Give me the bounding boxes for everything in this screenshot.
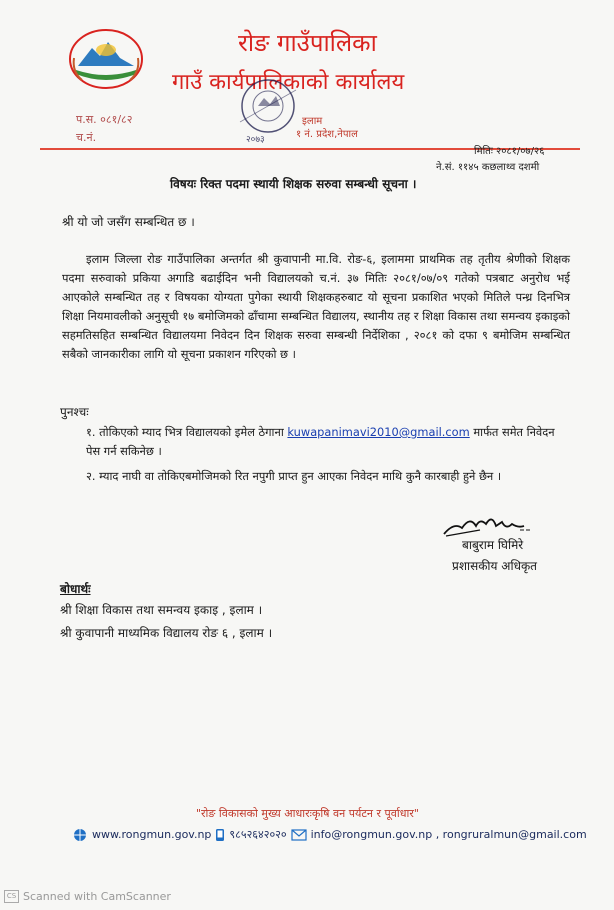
postscript-heading: पुनश्चः: [60, 405, 89, 419]
item-text: तोकिएको म्याद भित्र विद्यालयको इमेल ठेगाना: [99, 425, 284, 439]
letter-date: मितिः २०८१/०७/२६: [474, 146, 545, 157]
address-line-1: इलाम: [302, 116, 323, 127]
svg-text:२०७३: २०७३: [246, 135, 265, 145]
school-email-link[interactable]: kuwapanimavi2010@gmail.com: [287, 425, 470, 439]
scanner-text: Scanned with CamScanner: [23, 890, 171, 903]
signatory-title: प्रशासकीय अधिकृत: [452, 559, 538, 573]
phone-number: ९८५२६४२०२०: [229, 828, 287, 841]
cc-recipient-2: श्री कुवापानी माध्यमिक विद्यालय रोङ ६ , इलाम ।: [60, 626, 273, 640]
body-paragraph: इलाम जिल्ला रोङ गाउँपालिका अन्तर्गत श्री कुवापानी मा.वि. रोङ-६, इलाममा प्राथमिक तह तृतीय श्रेणीको शिक्षक पदमा सरुवाको प्रकिया अगाडि बढाईदिन भनी विद्यालयको च.नं. ३७ मितिः २०८१/०७/०९ गतेको पत्रबाट अनुरोध भई आएकोले सम्बन्धित तह र विषयका योग्यता पुगेका स्थायी शिक्षकहरुबाट यो सूचना प्रकाशित भएको मितिले पन्ध्र दिनभित्र शिक्षा नियमावलीको अनुसूची १७ बमोजिमको ढाँचामा सम्बन्धित विद्यालय, स्थानीय तह र शिक्षा विकास तथा समन्वय इकाइको सहमतिसहित सम्बन्धित विद्यालयमा निवेदन दिन शिक्षक सरुवा सम्बन्धी निर्देशिका , २०८१ को दफा ९ बमोजिम सम्बन्धित सबैको जानकारीका लागि यो सूचना प्रकाशन गरिएको छ ।: [62, 252, 570, 361]
address-line-2: १ नं. प्रदेश,नेपाल: [296, 129, 358, 140]
footer-slogan: "रोङ विकासको मुख्य आधारःकृषि वन पर्यटन र पूर्वाधार": [196, 807, 419, 820]
reference-number: प.स. ०८१/८२: [76, 113, 133, 126]
signatory-name: बाबुराम घिमिरे: [462, 538, 524, 552]
office-subtitle: गाउँ कार्यपालिकाको कार्यालय: [172, 70, 405, 95]
letter-body: [62, 250, 570, 364]
website-link[interactable]: www.rongmun.gov.np: [92, 828, 212, 841]
cc-heading: बोधार्थः: [60, 582, 91, 596]
item-text: म्याद नाघी वा तोकिएबमोजिमको रित नपुगी प्राप्त हुन आएका निवेदन माथि कुनै कारबाही हुने छैन ।: [99, 469, 502, 483]
nepal-sambat-date: ने.सं. ११४५ कछलाथ्व दशमी: [436, 162, 540, 173]
scanner-watermark: [4, 890, 171, 903]
globe-icon: [72, 828, 88, 842]
mail-icon: [291, 829, 307, 841]
phone-icon: [215, 828, 225, 842]
item-number: २.: [86, 469, 96, 483]
office-name: रोङ गाउँपालिका: [238, 29, 377, 57]
letter-subject: विषयः रिक्त पदमा स्थायी शिक्षक सरुवा सम्बन्धी सूचना ।: [170, 177, 417, 191]
postscript-item-2: [86, 467, 570, 486]
postscript-item-1: [86, 423, 570, 461]
municipality-logo: [68, 28, 144, 90]
footer-contact: [72, 827, 587, 842]
camscanner-icon: CS: [4, 890, 19, 903]
cc-recipient-1: श्री शिक्षा विकास तथा समन्वय इकाइ , इलाम ।: [60, 603, 263, 617]
email-addresses[interactable]: info@rongmun.gov.np , rongruralmun@gmail.com: [310, 828, 587, 841]
salutation: श्री यो जो जसँग सम्बन्धित छ ।: [62, 215, 195, 229]
item-number: १.: [86, 425, 96, 439]
dispatch-number: च.नं.: [76, 131, 97, 144]
item-text: मार्फत समेत निवेदन पेस गर्न सकिनेछ ।: [86, 425, 555, 458]
